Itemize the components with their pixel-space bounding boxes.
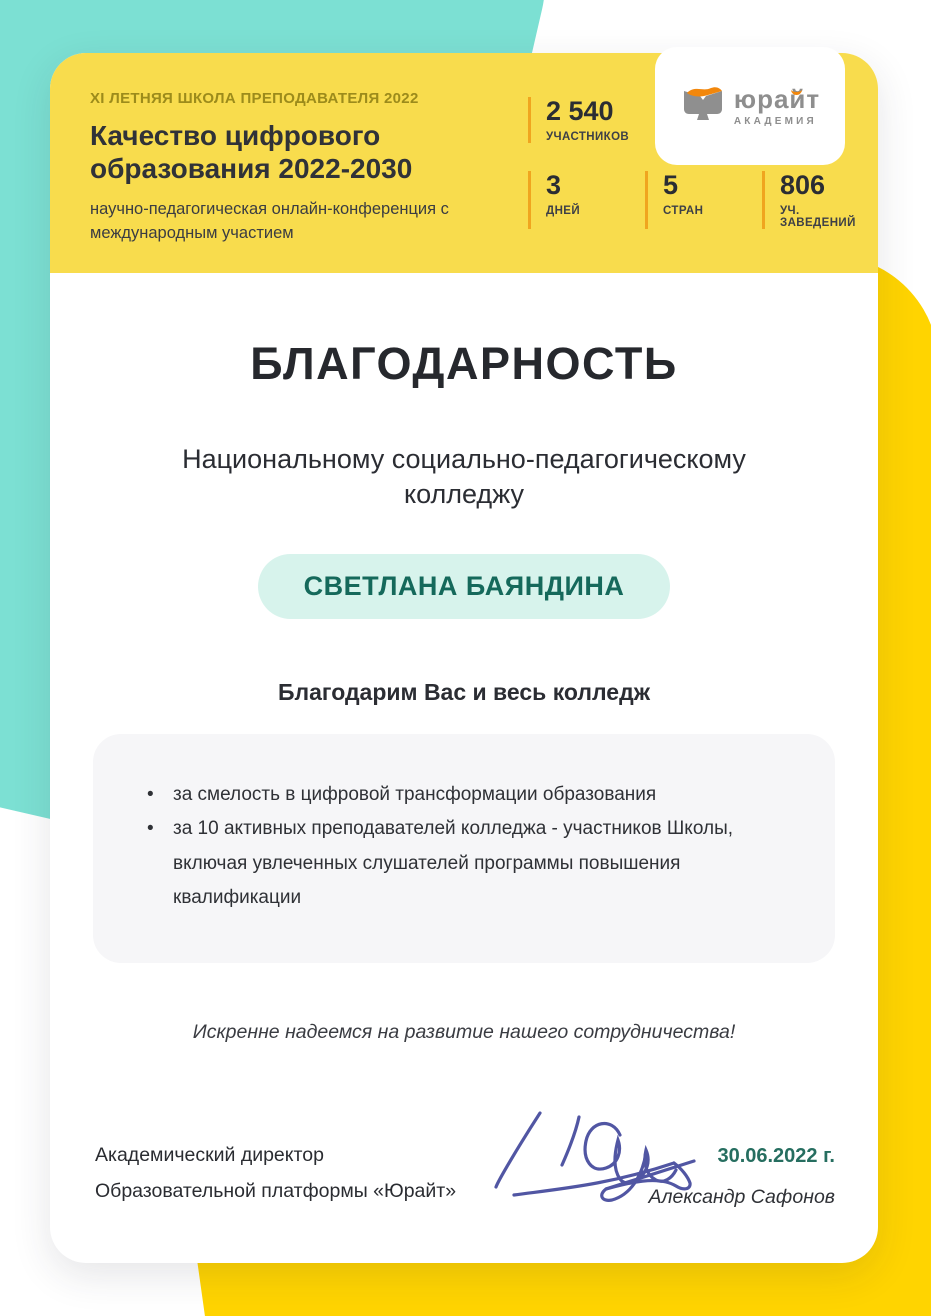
stat-value: 5 [662,170,679,200]
logo-subtitle: АКАДЕМИЯ [733,115,817,127]
certificate-card [50,53,878,1263]
event-subtitle: научно-педагогическая онлайн-конференция с международным участием [90,200,449,242]
signature-meta [649,1145,835,1209]
signer-name: Александр Сафонов [648,1186,835,1208]
bullet-text: за 10 активных преподавателей колледжа - участников Школы, включая увлеченных слушателей программы повышения квалификации [173,818,734,908]
signature-block [95,1137,835,1209]
open-book-icon [680,84,726,129]
logo-text [733,83,821,127]
cooperation-note: Искренне надеемся на развитие нашего сотрудничества! [192,1020,736,1043]
brand-accent-letter: й [789,83,807,114]
stat-institutions [762,171,878,229]
thanks-heading: Благодарим Вас и весь колледж [278,679,650,706]
stat-days [528,171,645,229]
list-item [147,778,781,812]
stat-label: УЧАСТНИКОВ [546,131,630,144]
yurait-logo [655,47,845,165]
signer-role [95,1137,456,1209]
brand-pre: юра [733,83,790,114]
recipient-name-badge [258,554,671,619]
recipient-organization: Национальному социально-педагогическому колледжу [182,444,746,510]
stat-label: СТРАН [662,205,704,218]
stat-value: 806 [779,170,826,200]
role-line-1: Академический директор [95,1143,324,1166]
list-item [147,812,781,915]
stat-label: ДНЕЙ [546,205,581,218]
event-title: Качество цифрового образования 2022-2030 [90,120,413,185]
stat-value: 2 540 [546,96,614,126]
bullet-text: за смелость в цифровой трансформации образования [173,784,657,806]
reasons-panel [93,734,835,963]
bullet-icon: • [147,818,154,840]
role-line-2: Образовательной платформы «Юрайт» [95,1179,457,1202]
stat-value: 3 [546,170,562,200]
brand-post: т [806,83,821,114]
recipient-name-wrap [50,554,878,619]
stats-row [528,171,878,229]
bullet-icon: • [147,784,154,806]
certificate-title: БЛАГОДАРНОСТЬ [250,338,678,389]
stat-countries [645,171,762,229]
signature-date: 30.06.2022 г. [717,1145,835,1167]
header-banner [50,53,878,273]
event-label: XI ЛЕТНЯЯ ШКОЛА ПРЕПОДАВАТЕЛЯ 2022 [90,90,419,107]
stat-participants [528,97,629,143]
logo-brand-name [733,83,821,114]
event-info [90,90,520,246]
stat-label: УЧ. ЗАВЕДЕНИЙ [779,205,856,230]
recipient-name: СВЕТЛАНА БАЯНДИНА [303,571,625,602]
